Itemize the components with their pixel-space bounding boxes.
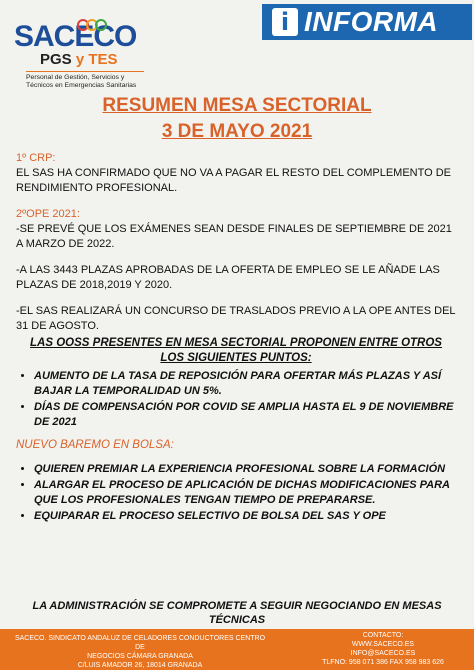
list-item: • DÍAS DE COMPENSACIÓN POR COVID SE AMPLIA HASTA EL 9 DE NOVIEMBRE DE 2021	[34, 400, 456, 430]
footer	[0, 629, 474, 670]
list-item: • EQUIPARAR EL PROCESO SELECTIVO DE BOLSA DEL SAS Y OPE	[34, 509, 456, 524]
phone-text: TLFNO: 958 071 386 FAX 958 983 626	[322, 659, 444, 666]
email-link[interactable]: INFO@SACECO.ES	[350, 650, 416, 657]
logo-desc-line1: Personal de Gestión, Servicios y	[26, 74, 125, 81]
footer-left-line3: C/LUIS AMADOR 26, 18014 GRANADA	[77, 662, 203, 669]
informa-label: INFORMA	[304, 6, 439, 37]
info-icon: i	[272, 8, 298, 36]
list-item: • ALARGAR EL PROCESO DE APLICACIÓN DE DICHAS MODIFICACIONES PARA QUE LOS PROFESIONALES TENGAN TIEMPO DE PREPARARSE.	[34, 478, 456, 508]
list-item: • AUMENTO DE LA TASA DE REPOSICIÓN PARA OFERTAR MÁS PLAZAS Y ASÍ BAJAR LA TEMPORALIDAD UN 5%.	[34, 369, 456, 399]
footer-left-line2: NEGOCIOS CÁMARA GRANADA	[87, 653, 193, 660]
ope-paragraph-2: -A LAS 3443 PLAZAS APROBADAS DE LA OFERTA DE EMPLEO SE LE AÑADE LAS PLAZAS DE 2018,2019 Y 2020.	[16, 264, 440, 291]
logo-subtitle	[40, 52, 118, 68]
ope-label: 2ºOPE 2021:	[16, 208, 80, 220]
website-link[interactable]: WWW.SACECO.ES	[351, 641, 415, 648]
footer-left-line1: SACECO. SINDICATO ANDALUZ DE CELADORES CONDUCTORES CENTRO DE	[14, 635, 266, 651]
logo-wordmark: SACECO	[14, 20, 137, 53]
header	[0, 0, 474, 95]
list-item: • QUIEREN PREMIAR LA EXPERIENCIA PROFESIONAL SOBRE LA FORMACIÓN	[34, 462, 456, 477]
logo-rings-icon	[76, 18, 116, 32]
crp-label: 1º CRP:	[16, 152, 56, 164]
logo-description	[26, 71, 144, 90]
baremo-list	[16, 462, 456, 524]
ooss-list	[16, 369, 456, 430]
ope-paragraph-1: -SE PREVÉ QUE LOS EXÁMENES SEAN DESDE FINALES DE SEPTIEMBRE DE 2021 A MARZO DE 2022.	[16, 223, 452, 250]
ooss-headline-line2: LOS SIGUIENTES PUNTOS:	[160, 352, 312, 364]
title-line1: RESUMEN MESA SECTORIAL	[102, 95, 372, 116]
footer-address	[10, 634, 270, 670]
ope-paragraph-3: -EL SAS REALIZARÁ UN CONCURSO DE TRASLADOS PREVIO A LA OPE ANTES DEL 31 DE AGOSTO.	[16, 305, 456, 332]
ooss-headline-line1: LAS OOSS PRESENTES EN MESA SECTORIAL PROPONEN ENTRE OTROS	[30, 337, 442, 349]
logo-desc-line2: Técnicos en Emergencias Sanitarias	[26, 82, 137, 89]
title-line2: 3 DE MAYO 2021	[161, 121, 313, 142]
logo-sub-ytes: y TES	[75, 51, 118, 68]
logo-sub-pgs: PGS	[40, 51, 72, 68]
main-content	[16, 151, 456, 525]
baremo-label: NUEVO BAREMO EN BOLSA:	[16, 439, 174, 451]
closing-statement: LA ADMINISTRACIÓN SE COMPROMETE A SEGUIR NEGOCIANDO EN MESAS TÉCNICAS	[32, 600, 442, 626]
footer-contact	[300, 631, 466, 667]
contact-label: CONTACTO:	[362, 632, 404, 639]
informa-banner	[262, 4, 472, 40]
crp-text: EL SAS HA CONFIRMADO QUE NO VA A PAGAR EL RESTO DEL COMPLEMENTO DE RENDIMIENTO PROFESIONAL.	[16, 167, 452, 194]
